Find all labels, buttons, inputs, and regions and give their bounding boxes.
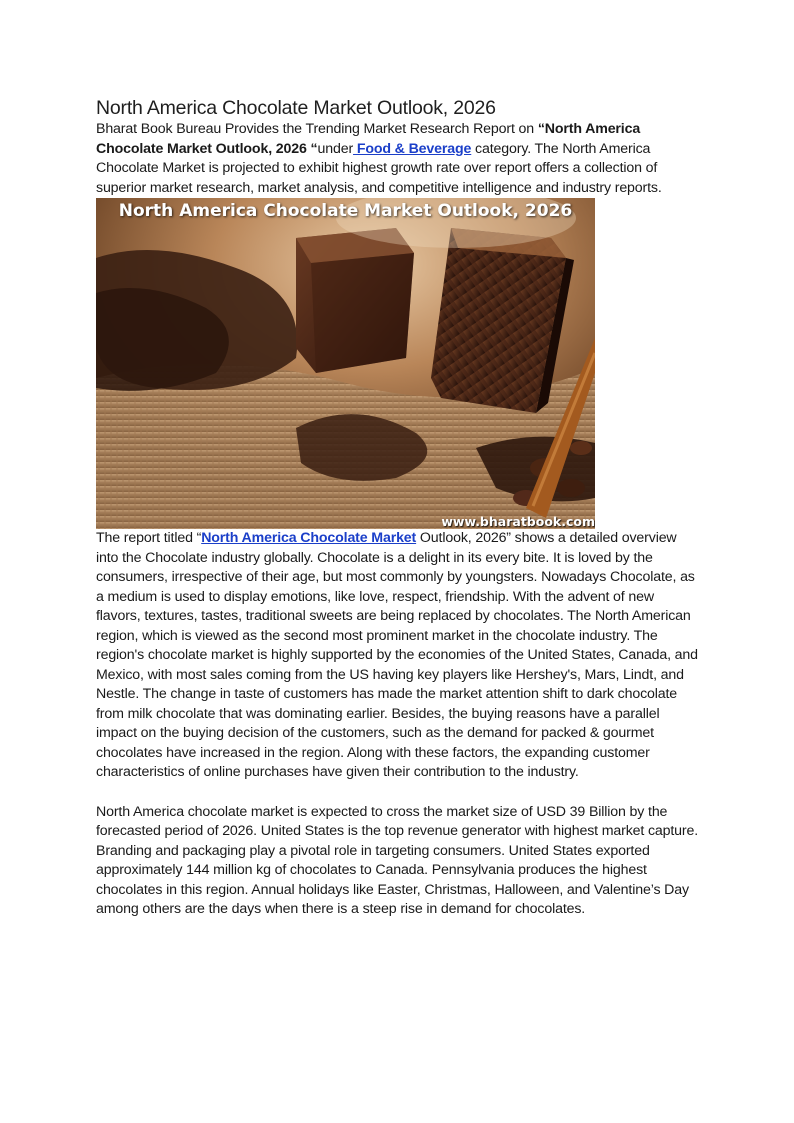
document-title: North America Chocolate Market Outlook, 2026 bbox=[96, 97, 496, 119]
body-paragraph-2: North America chocolate market is expected to cross the market size of USD 39 Billion by the forecasted period of 2026. United States is the top revenue generator with highest market capture. Branding and packaging play a pivotal role in targeting consumers. United States exported approximately 144 million kg of chocolates to Canada. Pennsylvania produces the highest chocolates in this region. Annual holidays like Easter, Christmas, Halloween, and Valentine’s Day among others are the days when there is a steep rise in demand for chocolates. bbox=[96, 803, 699, 917]
document-page bbox=[96, 96, 700, 920]
food-beverage-link[interactable]: Food & Beverage bbox=[353, 140, 472, 157]
chocolate-market-link[interactable]: North America Chocolate Market bbox=[201, 530, 417, 546]
intro-close-quote: “ bbox=[310, 140, 318, 157]
intro-text-1: Bharat Book Bureau Provides the Trending Market Research Report on bbox=[96, 121, 538, 137]
chocolate-hero-image bbox=[96, 198, 595, 529]
intro-paragraph bbox=[96, 120, 700, 198]
paragraph-spacer bbox=[96, 783, 700, 803]
intro-text-2: under bbox=[317, 140, 354, 157]
intro-report-name: North America Chocolate Market Outlook, 2026 bbox=[96, 121, 641, 157]
paragraph1-rest: Outlook, 2026” shows a detailed overview into the Chocolate industry globally. Chocolate is a delight in its every bite. It is loved by the consumers, irrespective of their age, but most commonly by youngsters. Nowadays Chocolate, as a medium is used to display emotions, like love, respect, friendship. With the advent of new flavors, textures, tastes, traditional sweets are being replaced by chocolates. The North American region, which is viewed as the second most prominent market in the chocolate industry. The region's chocolate market is highly supported by the economies of the United States, Canada, and Mexico, with most sales coming from the US having key players like Hershey's, Mars, Lindt, and Nestle. The change in taste of customers has made the market attention shift to dark chocolate from milk chocolate that was dominating earlier. Besides, the buying reasons have a parallel impact on the buying decision of the customers, such as the demand for packed & gourmet chocolates have increased in the region. Along with these factors, the expanding customer characteristics of online purchases have given their contribution to the industry. bbox=[96, 530, 698, 780]
body-paragraph-1 bbox=[96, 529, 700, 783]
hero-image-title: North America Chocolate Market Outlook, 2026 bbox=[118, 201, 573, 221]
chocolate-photo bbox=[96, 198, 595, 529]
hero-watermark: www.bharatbook.com bbox=[441, 514, 595, 529]
intro-open-quote: “ bbox=[537, 121, 545, 137]
intro-text-3: category. The North America Chocolate Market is projected to exhibit highest growth rate over report offers a collection of superior market research, market analysis, and competitive intelligence and industry reports. bbox=[96, 140, 662, 196]
paragraph1-lead: The report titled “ bbox=[96, 530, 202, 546]
